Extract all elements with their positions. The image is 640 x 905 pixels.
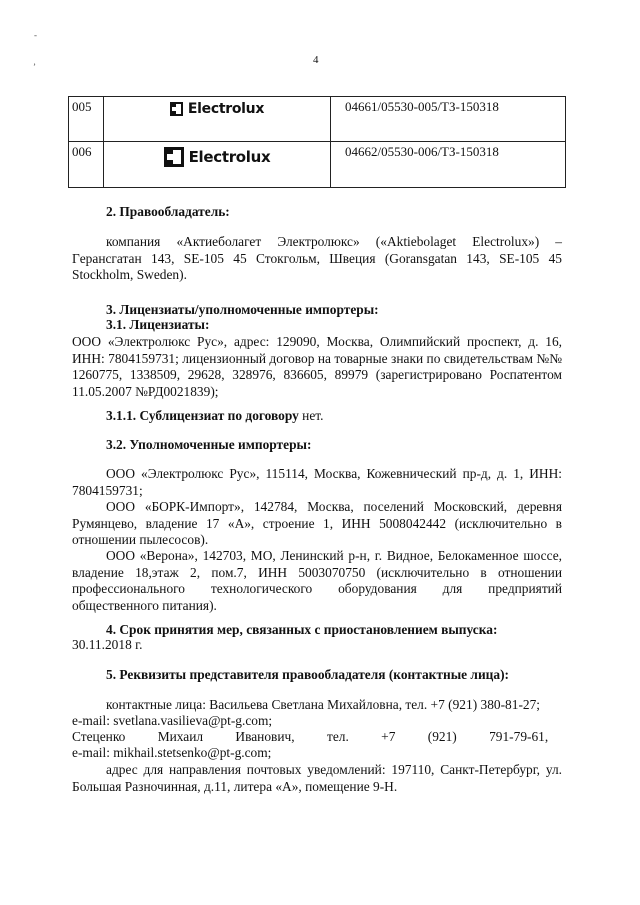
- trademark-table: [68, 96, 566, 188]
- subsection-heading: 3.1. Лицензиаты:: [106, 317, 210, 332]
- importer-item: ООО «Верона», 142703, МО, Ленинский р-н, г. Видное, Белокаменное шоссе, владение 18,этаж 2, пом.7, ИНН 5003070750 (исключительно в отношении профессионального технологического оборудования для предприятий общественного питания).: [72, 548, 562, 613]
- rightholder-text: компания «Актиеболагет Электролюкс» («Aktiebolaget Electrolux») – Гeрансгатан 143, SE-105 45 Стокгольм, Швеция (Goransgatan 143, SE-105 45 Stockholm, Sweden).: [72, 234, 562, 282]
- contact-line: контактные лица: Васильева Светлана Михайловна, тел. +7 (921) 380-81-27;: [106, 697, 541, 712]
- section-heading: 5. Реквизиты представителя правообладателя (контактные лица):: [106, 667, 509, 682]
- table-row: [69, 142, 566, 188]
- contact-email: e-mail: mikhail.stetsenko@pt-g.com;: [72, 745, 272, 760]
- trademark-logo-cell: [104, 97, 331, 142]
- section-heading: 2. Правообладатель:: [106, 204, 230, 219]
- stray-mark: -: [34, 30, 37, 40]
- sublicensee-line: [106, 408, 596, 425]
- postal-address: адрес для направления почтовых уведомлений: 197110, Санкт-Петербург, ул. Большая Разночинная, д.11, литера «А», помещение 9-Н.: [72, 762, 562, 794]
- section-heading: 3. Лицензиаты/уполномоченные импортеры:: [106, 302, 379, 317]
- sublicensee-label: 3.1.1. Сублицензиат по договору: [106, 408, 299, 423]
- logo-wordmark: Electrolux: [188, 148, 271, 166]
- certificate-code: 04661/05530-005/ТЗ-150318: [331, 97, 566, 142]
- contact-email: e-mail: svetlana.vasilieva@pt-g.com;: [72, 713, 273, 728]
- logo-wordmark: Electrolux: [187, 101, 265, 117]
- table-row: [69, 97, 566, 142]
- licensee-text: ООО «Электролюкс Рус», адрес: 129090, Москва, Олимпийский проспект, д. 16, ИНН: 7804159731; лицензионный договор на товарные знаки по свидетельствам №№ 1260775, 1338509, 29628, 328976, 836605, 89979 (зарегистрировано Роспатентом 11.05.2007 №РД0021839);: [72, 334, 562, 399]
- row-number: 006: [69, 142, 104, 188]
- trademark-logo-cell: [104, 142, 331, 188]
- sublicensee-value: нет.: [298, 408, 324, 423]
- importer-item: ООО «Электролюкс Рус», 115114, Москва, Кожевнический пр-д, д. 1, ИНН: 7804159731;: [72, 466, 562, 498]
- importer-item: ООО «БОРК-Импорт», 142784, Москва, поселений Московский, деревня Румянцево, владение 17 «А», строение 1, ИНН 5008042442 (исключительно в отношении пылесосов).: [72, 499, 562, 547]
- electrolux-logo: [170, 101, 264, 117]
- electrolux-emblem-icon: [170, 102, 183, 116]
- deadline-date: 30.11.2018 г.: [72, 637, 143, 652]
- contact-line: Стеценко Михаил Иванович, тел. +7 (921) 791-79-61,: [72, 729, 549, 744]
- row-number: 005: [69, 97, 104, 142]
- certificate-code: 04662/05530-006/ТЗ-150318: [331, 142, 566, 188]
- electrolux-logo: [164, 147, 271, 167]
- stray-mark: ʼ: [33, 62, 36, 72]
- electrolux-emblem-icon: [164, 147, 184, 167]
- section-heading: 4. Срок принятия мер, связанных с приостановлением выпуска:: [106, 622, 498, 637]
- subsection-heading: 3.2. Уполномоченные импортеры:: [106, 437, 312, 452]
- page-number: 4: [313, 54, 319, 66]
